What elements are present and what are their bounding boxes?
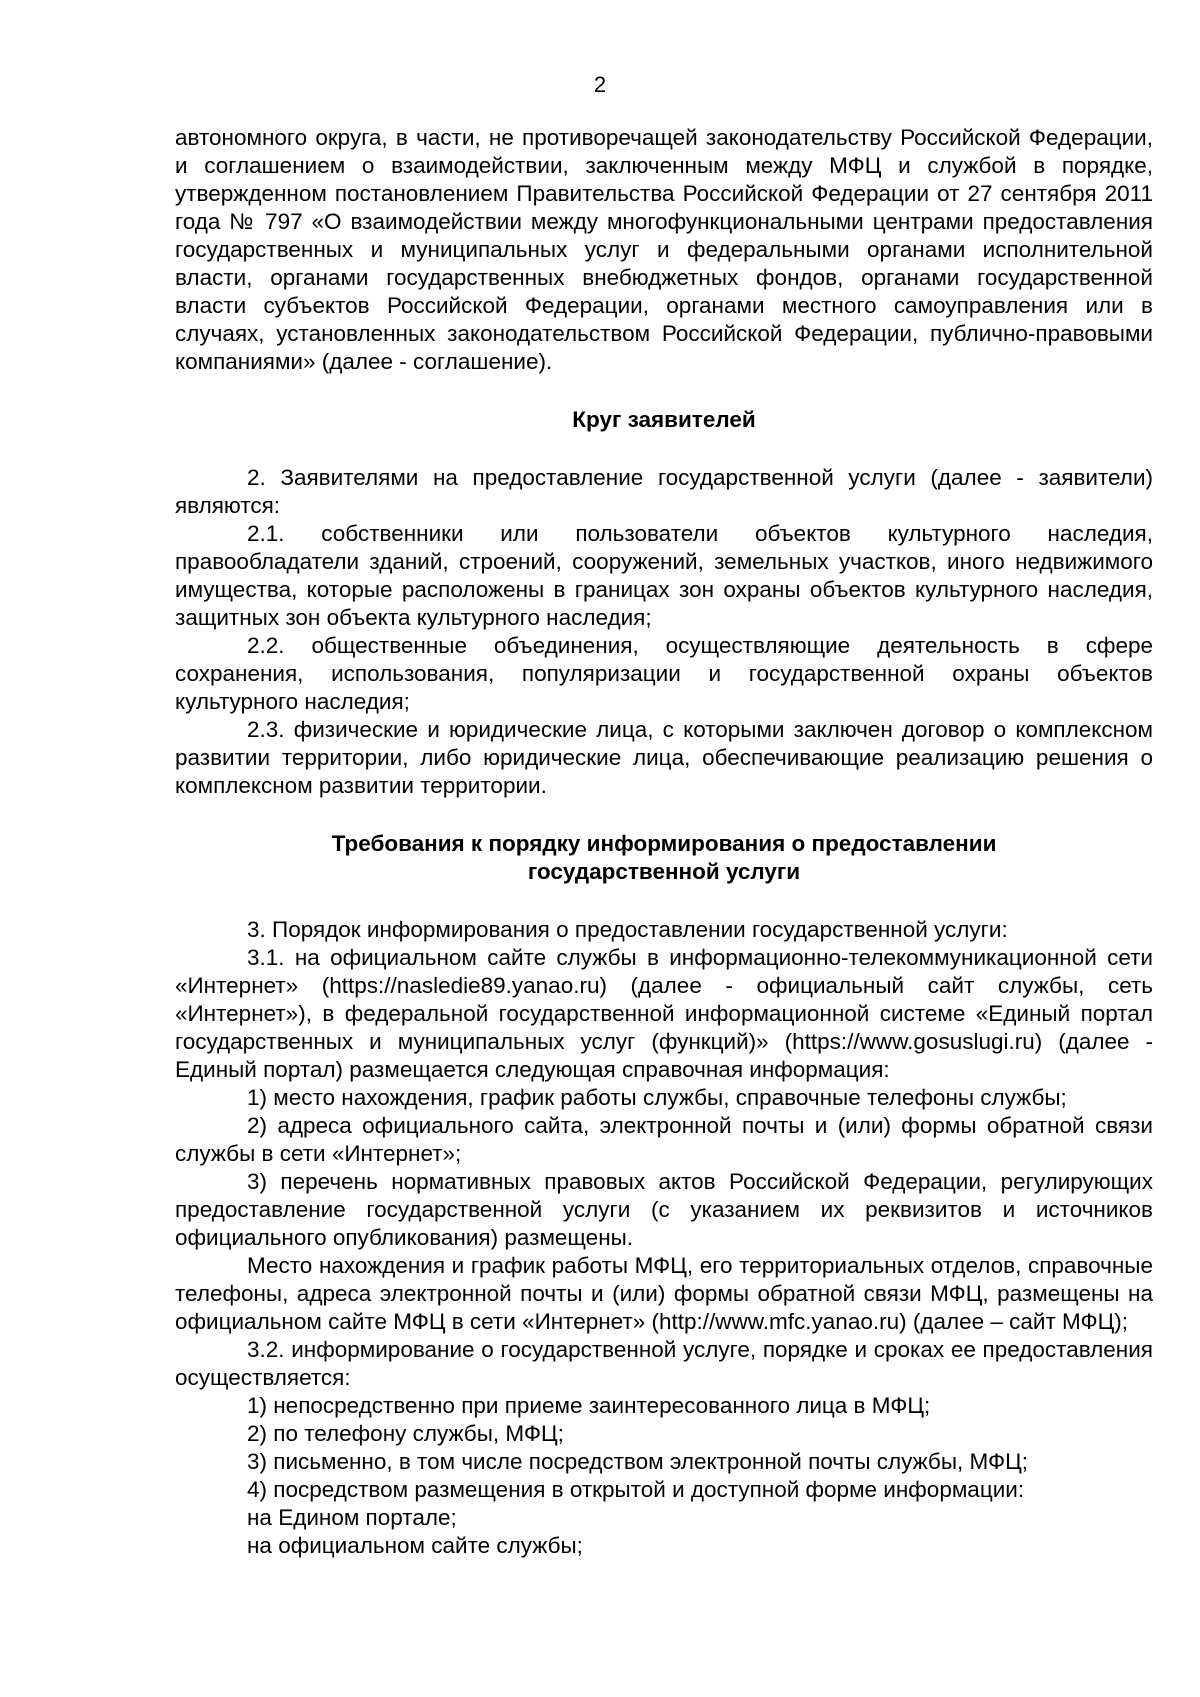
paragraph-3-2-item-3: 3) письменно, в том числе посредством электронной почты службы, МФЦ; bbox=[247, 1449, 1028, 1474]
paragraph-2: 2. Заявителями на предоставление государственной услуги (далее - заявители) являются: bbox=[175, 465, 1153, 518]
paragraph-3-2-sub-2: на официальном сайте службы; bbox=[247, 1533, 583, 1558]
paragraph-3: 3. Порядок информирования о предоставлении государственной услуги: bbox=[247, 917, 1008, 942]
paragraph-2-1: 2.1. собственники или пользователи объектов культурного наследия, правообладатели зданий, строений, сооружений, земельных участков, иного недвижимого имущества, которые расположены в границах зон охраны объектов культурного наследия, защитных зон объекта культурного наследия; bbox=[175, 521, 1153, 630]
paragraph-3-2-sub-1: на Едином портале; bbox=[247, 1505, 457, 1530]
paragraph-3-2-item-4: 4) посредством размещения в открытой и доступной форме информации: bbox=[247, 1477, 1025, 1502]
paragraph-3-1: 3.1. на официальном сайте службы в информационно-телекоммуникационной сети «Интернет» (https://nasledie89.yanao.ru) (далее - официальный сайт службы, сеть «Интернет»), в федеральной государственной информационной системе «Единый портал государственных и муниципальных услуг (функций)» (https://www.gosuslugi.ru) (далее - Единый портал) размещается следующая справочная информация: bbox=[175, 945, 1153, 1082]
paragraph-3-1-item-2: 2) адреса официального сайта, электронной почты и (или) формы обратной связи службы в сети «Интернет»; bbox=[175, 1113, 1153, 1166]
page-number: 2 bbox=[593, 72, 607, 97]
section-heading-info-line2: государственной услуги bbox=[527, 859, 801, 884]
paragraph-3-1-item-1: 1) место нахождения, график работы службы, справочные телефоны службы; bbox=[247, 1085, 1067, 1110]
paragraph-3-1-item-3: 3) перечень нормативных правовых актов Российской Федерации, регулирующих предоставление государственной услуги (с указанием их реквизитов и источников официального опубликования) размещены. bbox=[175, 1169, 1153, 1250]
section-heading-info-line1: Требования к порядку информирования о предоставлении bbox=[331, 831, 997, 856]
paragraph-3-2-item-2: 2) по телефону службы, МФЦ; bbox=[247, 1421, 564, 1446]
section-heading-applicants: Круг заявителей bbox=[572, 407, 756, 432]
paragraph-2-3: 2.3. физические и юридические лица, с которыми заключен договор о комплексном развитии территории, либо юридические лица, обеспечивающие реализацию решения о комплексном развитии территории. bbox=[175, 717, 1153, 798]
document-body bbox=[175, 124, 1153, 1560]
paragraph-mfc-location: Место нахождения и график работы МФЦ, его территориальных отделов, справочные телефоны, адреса электронной почты и (или) формы обратной связи МФЦ, размещены на официальном сайте МФЦ в сети «Интернет» (http://www.mfc.yanao.ru) (далее – сайт МФЦ); bbox=[175, 1253, 1153, 1334]
paragraph-2-2: 2.2. общественные объединения, осуществляющие деятельность в сфере сохранения, использования, популяризации и государственной охраны объектов культурного наследия; bbox=[175, 633, 1153, 714]
intro-paragraph: автономного округа, в части, не противоречащей законодательству Российской Федерации, и соглашением о взаимодействии, заключенным между МФЦ и службой в порядке, утвержденном постановлением Правительства Российской Федерации от 27 сентября 2011 года № 797 «О взаимодействии между многофункциональными центрами предоставления государственных и муниципальных услуг и федеральными органами исполнительной власти, органами государственных внебюджетных фондов, органами государственной власти субъектов Российской Федерации, органами местного самоуправления или в случаях, установленных законодательством Российской Федерации, публично-правовыми компаниями» (далее - соглашение). bbox=[175, 125, 1153, 374]
paragraph-3-2-item-1: 1) непосредственно при приеме заинтересованного лица в МФЦ; bbox=[247, 1393, 931, 1418]
paragraph-3-2: 3.2. информирование о государственной услуге, порядке и сроках ее предоставления осуществляется: bbox=[175, 1337, 1153, 1390]
